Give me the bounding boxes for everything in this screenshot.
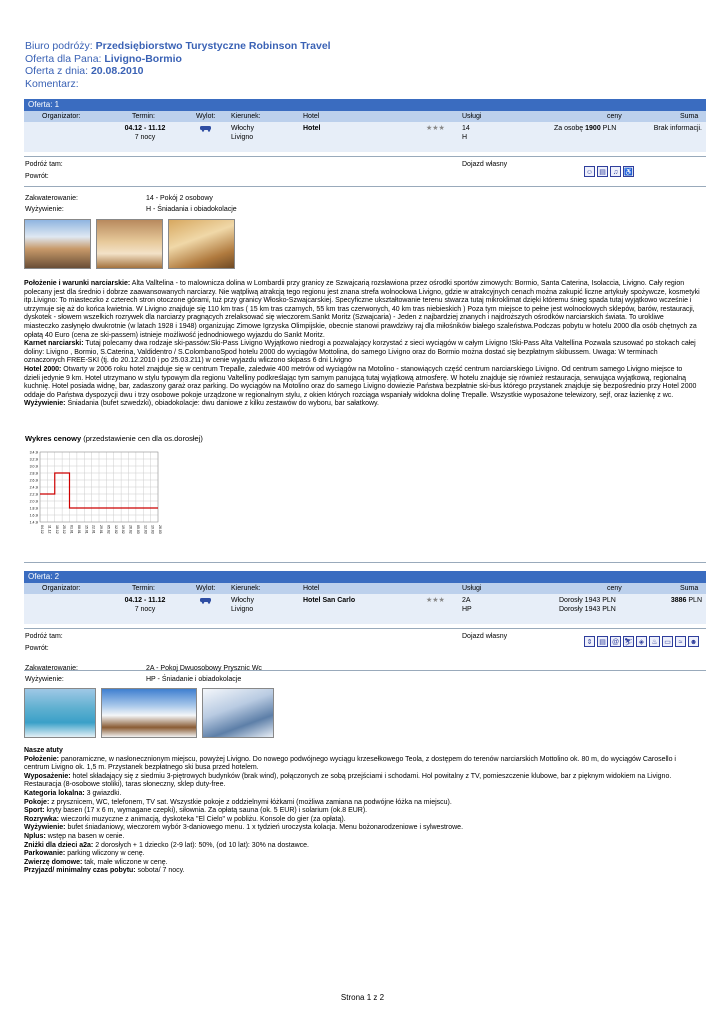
offer-2-hotel: Hotel San Carlo — [303, 597, 356, 604]
x-tick-label: 01.01 — [69, 525, 74, 534]
powrot-label: Powrót: — [25, 645, 49, 652]
col-kierunek: Kierunek: — [231, 113, 261, 120]
col-ceny: ceny — [607, 585, 622, 592]
y-tick-label: 2.4 zł — [29, 485, 38, 490]
offer-2-row — [24, 594, 706, 624]
offer-1-suma: Brak informacji. — [653, 125, 702, 132]
offer-2-amenity-icons — [584, 636, 704, 647]
price-chart — [24, 446, 164, 556]
divider — [24, 628, 706, 629]
client-name: Livigno-Bormio — [104, 52, 182, 65]
podroz-tam-label: Podróż tam: — [25, 633, 63, 640]
wyzywienie-label: Wyżywienie: — [25, 206, 64, 213]
at-icon: @ — [610, 636, 621, 647]
col-organizator: Organizator: — [42, 585, 81, 592]
building-icon: ▤ — [597, 636, 608, 647]
offer-1-wyzywienie: H - Śniadania i obiadokolacje — [146, 206, 237, 213]
person-icon: ☺ — [584, 166, 595, 177]
col-suma: Suma — [680, 113, 699, 120]
divider — [24, 186, 706, 187]
col-wylot: Wylot: — [196, 113, 216, 120]
y-tick-label: 2.6 zł — [29, 478, 38, 483]
family-icon: ☻ — [688, 636, 699, 647]
powrot-label: Powrót: — [25, 173, 49, 180]
offer-1-stars: ★★★ — [426, 125, 445, 132]
elevator-icon: ⇕ — [584, 636, 595, 647]
pool-icon: ≈ — [675, 636, 686, 647]
offer-2-uslugi: 2A HP — [462, 597, 472, 613]
agency-label: Biuro podróży: — [25, 40, 96, 52]
offer-1-dojazd: Dojazd własny — [462, 161, 508, 168]
hotel-photo-winter — [101, 688, 197, 738]
col-uslugi: Usługi — [462, 585, 482, 592]
offer-2-desc-item: Wyżywienie: bufet śniadaniowy, wieczorem wybór 3-daniowego menu. 1 x tydzień uroczysta kolacja. Menu bożonarodzeniowe i sylwestrowe. — [24, 824, 464, 832]
offer-2-title: Oferta: 2 — [24, 571, 706, 583]
col-uslugi: Usługi — [462, 113, 482, 120]
music-icon: ♫ — [610, 166, 621, 177]
agency-name: Przedsiębiorstwo Turystyczne Robinson Travel — [95, 40, 331, 52]
divider — [24, 562, 706, 563]
ski-icon: ⛷ — [623, 636, 634, 647]
offer-1-kierunek: Włochy Livigno — [231, 125, 254, 141]
offer-2-desc-item: Przyjazd/ minimalny czas pobytu: sobota/ 7 nocy. — [24, 867, 185, 875]
offer-2-kierunek: Włochy Livigno — [231, 597, 254, 613]
offer-1-price: Za osobę 1900 PLN — [554, 125, 617, 132]
y-tick-label: 2.2 zł — [29, 492, 38, 497]
offer-2-desc-item: Kategoria lokalna: 3 gwiazdki. — [24, 789, 122, 797]
col-wylot: Wylot: — [196, 585, 216, 592]
card-icon: ▭ — [662, 636, 673, 647]
client-label: Oferta dla Pana: — [25, 52, 105, 65]
offer-2-desc-item: Sport: kryty basen (17 x 6 m, wymagane czepki), siłownia. Za opłatą sauna (ok. 5 EUR) i solarium (ok.8 EUR). — [24, 807, 368, 815]
x-tick-label: 11.12 — [47, 525, 52, 534]
document-header — [25, 40, 331, 90]
offer-2-desc-item: Wyposażenie: hotel składający się z siedmiu 3-piętrowych budynków (brak wind), połączonych ze sobą przejściami i schodami. Hol powitalny z TV, pomieszczenie klubowe, bar z pięknym widokiem na Livigno. Restauracja (8-osobowe stoliki), taras słoneczny, sklep duty-free. — [24, 772, 672, 789]
offer-2-table-header — [24, 583, 706, 594]
wheelchair-icon: ♿ — [623, 166, 634, 177]
offer-1-title: Oferta: 1 — [24, 99, 706, 111]
offer-1-table-header — [24, 111, 706, 122]
offer-2-prices: Dorosły 1943 PLN Dorosły 1943 PLN — [559, 597, 616, 613]
building-icon: ▤ — [597, 166, 608, 177]
x-tick-label: 26.03 — [158, 525, 162, 534]
podroz-tam-label: Podróż tam: — [25, 161, 63, 168]
comment-label: Komentarz: — [25, 77, 79, 90]
wyzywienie-label: Wyżywienie: — [25, 676, 64, 683]
hotel-photo-pool — [24, 688, 96, 738]
x-tick-label: 12.02 — [113, 525, 118, 534]
y-tick-label: 3.0 zł — [29, 464, 38, 469]
bus-icon — [200, 597, 212, 607]
offer-1-amenity-icons — [584, 166, 634, 177]
offer-2-desc-item: Parkowanie: parking wliczony w cenę. — [24, 850, 145, 858]
offer-2-desc-title: Nasze atuty — [24, 747, 63, 754]
offer-2-description — [24, 747, 700, 876]
y-tick-label: 3.2 zł — [29, 457, 38, 462]
offer-1-hotel: Hotel — [303, 125, 321, 132]
divider — [24, 670, 706, 671]
bus-icon — [200, 125, 212, 135]
offer-2-zakwaterowanie: 2A - Pokoj Dwuosobowy Prysznic Wc — [146, 665, 262, 672]
col-organizator: Organizator: — [42, 113, 81, 120]
offer-2-desc-item: Zwierzę domowe: tak, małe wliczone w cenę. — [24, 858, 168, 866]
offer-1-row — [24, 122, 706, 152]
y-tick-label: 1.4 zł — [29, 520, 38, 525]
offer-1-description: Położenie i warunki narciarskie: Alta Valltelina - to malownicza dolina w Lombardii przy granicy ze Szwajcarią rozsławiona przez ośrodki sportów zimowych: Bormio, Santa Caterina, Isolaccia, Livigno. Cały region polecany jest dla średnio i dobrze zaawansowanych narciarzy. Nie wątpliwą atrakcją tego regionu jest znana strefa wolnocłowa Livigno, gdzie w atrakcyjnych cenach można zakupić liczne artykuły spożywcze, kosmetyki itp.Livigno: To miasteczko z czterech stron otoczone górami, tuż przy granicy Włosko-Szwajcarskiej. Specyficzne ukształtowanie terenu stwarza tutaj mikroklimat dzięki któremu śnieg spada tutaj wyjątkowo wcześnie i utrzymuje się aż do końca kwietnia. W Livigno znajduje się 110 km tras ( 15 km tras czarnych, 55 km tras czerwonych, 40 km tras niebieskich ) Poza tym miejsce to pełne jest wolnocłowych sklepów, barów, restauracji, dyskotek - słowem wszelkich rozrywek dla narciarzy pragnących zrelaksować się wieczorem.Sankt Moritz (Szwajcaria) - Jeden z najbardziej znanych i najdroższych ośrodków narciarskich świata. To urokliwe miasteczko zasłynęło dwukrotnie (w latach 1928 i 1948) organizując Zimowe Igrzyska Olimpijskie, obecnie stanowi prawdziwy raj dla miłośników białego szaleństwa.Podczas pobytu w hotelu 2000 dla osób chętnych za opłatą 40 Euro (cena ze ski-passem) istnieje możliwość jednodniowego wyjazdu do Sankt Moritz. Karnet narciarski: Tutaj polecamy dwa rodzaje ski-passów:Ski-Pass Livigno Wyjątkowo niedrogi a pozwalający korzystać z sieci wyciągów w całym Livigno !Ski-Pass Alta Valtellina Pozwala szusować po stokach całej doliny: Livigno , Bormio, S.Caterina, Valdidentro / S.ColombanoSpod hotelu 2000 do wyciągów Mottolina, do samego Livigno oraz do Bormio można dostać się bezpłatnym skibussem. Uwaga: W terminach oznaczonych FREE-SKI (tj. do 20.12.2010 i po 25.03.211) w cenie wyjazdu wliczono skipass 6 dni Livigno Hotel 2000: Otwarty w 2006 roku hotel znajduje się w centrum Trepalle, zaledwie 400 metrów od wyciągów na Motolino - stanowiących część centrum narciarskiego Livigno. Od centrum samego Livigno miejsce to dzieli jedynie 9 km. Hotel utrzymano w stylu typowym dla regionu Valtelliny podkreślając tym samym panującą tutaj wyjątkową atmosferę. W hotelu znajduje się również restauracja, serwująca wyjątkową, regionalną kuchnię. Hotel posiada widnę, bar, zadaszony garaż oraz parking. Do wyciągów na Motolino oraz do samego Livigno dowiezie Państwa bezpłatnie ski-bus którego przystanek znajduje się bezpośrednio przy Hotel 2000 oddaje do Państwa dyspozycji dwu i trzy osobowe pokoje urządzone w regionalnym stylu, z okien których rozciąga wspaniały widokna dolinę Trepalle. Wszystkie wyposażone telewizory, sejf, oraz łazienkę z wc. Wyżywienie: Śniadania (bufet szwedzki), obiadokolacje: dwu daniowe z kilku zestawów do wyboru, bar sałatkowy. — [24, 280, 700, 408]
offer-2-dojazd: Dojazd własny — [462, 633, 508, 640]
offer-date: 20.08.2010 — [90, 65, 144, 77]
y-tick-label: 1.6 zł — [29, 513, 38, 518]
y-tick-label: 3.4 zł — [29, 450, 38, 455]
x-tick-label: 18.12 — [54, 525, 59, 534]
hotel-photo-room — [96, 219, 163, 269]
date-label: Oferta z dnia: — [25, 65, 91, 77]
x-tick-label: 29.01 — [99, 525, 103, 534]
offer-2-desc-item: Położenie: panoramiczne, w nasłonecznionym miejscu, powyżej Livigno. Do nowego podwójnego wyciągu krzesełkowego Teola, z dostępem do terenów narciarskich Mottolino ok. 80 m, do wyciągów Carosello i centrum Livigno ok. 1,5 m. Przystanek bezpłatnego ski busa przed hotelem. — [24, 755, 676, 772]
y-tick-label: 2.8 zł — [29, 471, 38, 476]
x-tick-label: 05.02 — [106, 525, 111, 534]
offer-2-wyzywienie: HP - Śniadanie i obiadokolacje — [146, 676, 242, 683]
col-kierunek: Kierunek: — [231, 585, 261, 592]
offer-1-uslugi: 14 H — [462, 125, 470, 141]
x-tick-label: 15.01 — [84, 525, 89, 534]
col-hotel: Hotel — [303, 113, 320, 120]
x-tick-label: 08.01 — [76, 525, 81, 534]
x-tick-label: 19.02 — [121, 525, 126, 534]
spa-icon: ♨ — [649, 636, 660, 647]
col-termin: Termin: — [132, 113, 155, 120]
offer-2-desc-item: Pokoje: z prysznicem, WC, telefonem, TV sat. Wszystkie pokoje z oddzielnymi łóżkami (możliwa zamiana na podwójne łóżka na miejscu). — [24, 798, 452, 806]
x-tick-label: 25.12 — [62, 525, 67, 534]
col-ceny: ceny — [607, 113, 622, 120]
chart-title: Wykres cenowy (przedstawienie cen dla os.dorosłej) — [25, 434, 203, 443]
col-suma: Suma — [680, 585, 699, 592]
zakwaterowanie-label: Zakwaterowanie: — [25, 665, 78, 672]
x-tick-label: 04.12 — [40, 525, 44, 534]
col-hotel: Hotel — [303, 585, 320, 592]
y-tick-label: 1.8 zł — [29, 506, 38, 511]
hotel-photo-bar — [168, 219, 235, 269]
zakwaterowanie-label: Zakwaterowanie: — [25, 195, 78, 202]
hotel-photo-slope — [202, 688, 274, 738]
x-tick-label: 12.03 — [143, 525, 148, 534]
offer-1-termin: 04.12 - 11.12 7 nocy — [124, 125, 166, 141]
offer-2-desc-item: Rozrywka: wieczorki muzyczne z animacją, dyskoteka "El Cielo" w pobliżu. Konsole do gier (za opłatą). — [24, 815, 346, 823]
offer-2-desc-item: Nplus: wstęp na basen w cenie. — [24, 832, 125, 840]
offer-2-stars: ★★★ — [426, 597, 445, 604]
divider — [24, 156, 706, 157]
y-tick-label: 2.0 zł — [29, 499, 38, 504]
shield-icon: ◈ — [636, 636, 647, 647]
x-tick-label: 19.03 — [150, 525, 155, 534]
hotel-photo-exterior — [24, 219, 91, 269]
x-tick-label: 22.01 — [91, 525, 96, 534]
offer-2-termin: 04.12 - 11.12 7 nocy — [124, 597, 166, 613]
offer-2-suma: 3886 PLN — [670, 597, 702, 604]
offer-2-desc-item: Zniżki dla dzieci a2a: 2 dorosłych + 1 dziecko (2-9 lat): 50%, (od 10 lat): 30% na dostawce. — [24, 841, 310, 849]
page-footer: Strona 1 z 2 — [340, 993, 385, 1002]
col-termin: Termin: — [132, 585, 155, 592]
offer-1-zakwaterowanie: 14 - Pokój 2 osobowy — [146, 195, 213, 202]
x-tick-label: 05.03 — [135, 525, 140, 534]
x-tick-label: 26.02 — [128, 525, 133, 534]
